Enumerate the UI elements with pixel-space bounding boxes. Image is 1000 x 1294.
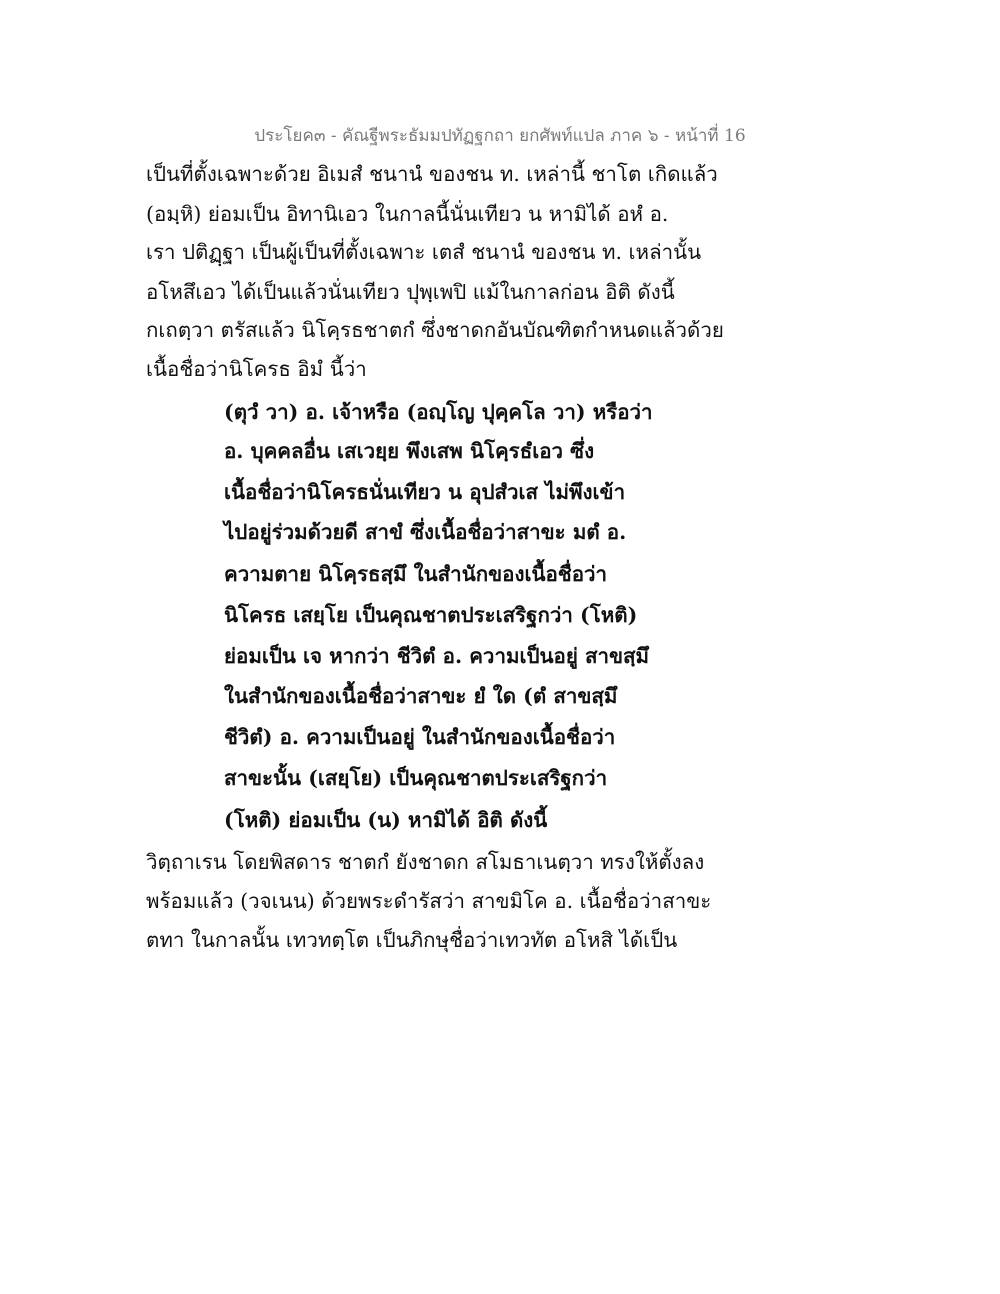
paragraph-line: (อมฺหิ) ย่อมเป็น อิทานิเอว ในกาลนี้นั่นเทียว น หามิได้ อหํ อ. <box>146 202 669 226</box>
verse-line: ในสำนักของเนื้อชื่อว่าสาขะ ยํ ใด (ตํ สาขสฺมึ <box>224 684 618 708</box>
verse-line: (โหติ) ย่อมเป็น (น) หามิได้ อิติ ดังนี้ <box>224 808 548 832</box>
paragraph-line: อโหสึเอว ได้เป็นแล้วนั่นเทียว ปุพฺเพปิ แม้ในกาลก่อน อิติ ดังนี้ <box>146 280 675 304</box>
verse-line: ความตาย นิโคฺรธสฺมึ ในสำนักของเนื้อชื่อว่า <box>224 562 608 586</box>
verse-line: อ. บุคคลอื่น เสเวยฺย พึงเสพ นิโคฺรธํเอว ซึ่ง <box>224 439 595 463</box>
paragraph-line: กเถตฺวา ตรัสแล้ว นิโคฺรธชาตกํ ซึ่งชาดกอันบัณฑิตกำหนดแล้วด้วย <box>146 318 724 342</box>
verse-line: นิโครธ เสยฺโย เป็นคุณชาตประเสริฐกว่า (โหติ) <box>224 603 638 627</box>
paragraph-line: พร้อมแล้ว (วจเนน) ด้วยพระดำรัสว่า สาขมิโค อ. เนื้อชื่อว่าสาขะ <box>146 889 712 913</box>
verse-line: (ตุวํ วา) อ. เจ้าหรือ (อญฺโญ ปุคฺคโล วา) หรือว่า <box>224 400 653 424</box>
verse-line: เนื้อชื่อว่านิโครธนั่นเทียว น อุปสํวเส ไม่พึงเข้า <box>224 480 626 504</box>
paragraph-line: วิตฺถาเรน โดยพิสดาร ชาตกํ ยังชาดก สโมธาเนตฺวา ทรงให้ตั้งลง <box>146 850 705 874</box>
verse-line: ย่อมเป็น เจ หากว่า ชีวิตํ อ. ความเป็นอยู่ สาขสฺมึ <box>224 644 650 668</box>
paragraph-line: เรา ปติฏฺฐา เป็นผู้เป็นที่ตั้งเฉพาะ เตสํ ชนานํ ของชน ท. เหล่านั้น <box>146 240 702 264</box>
paragraph-line: ตทา ในกาลนั้น เทวทตฺโต เป็นภิกษุชื่อว่าเทวทัต อโหสิ ได้เป็น <box>146 928 678 952</box>
paragraph-line: เป็นที่ตั้งเฉพาะด้วย อิเมสํ ชนานํ ของชน ท. เหล่านี้ ชาโต เกิดแล้ว <box>146 162 718 186</box>
verse-line: สาขะนั้น (เสยฺโย) เป็นคุณชาตประเสริฐกว่า <box>224 766 608 790</box>
paragraph-line: เนื้อชื่อว่านิโครธ อิมํ นี้ว่า <box>146 357 367 381</box>
page-header: ประโยค๓ - คัณฐีพระธัมมปทัฏฐกถา ยกศัพท์แปล ภาค ๖ - หน้าที่ 16 <box>254 126 746 146</box>
verse-line: ชีวิตํ) อ. ความเป็นอยู่ ในสำนักของเนื้อชื่อว่า <box>224 725 616 749</box>
verse-line: ไปอยู่ร่วมด้วยดี สาขํ ซึ่งเนื้อชื่อว่าสาขะ มตํ อ. <box>224 520 627 544</box>
